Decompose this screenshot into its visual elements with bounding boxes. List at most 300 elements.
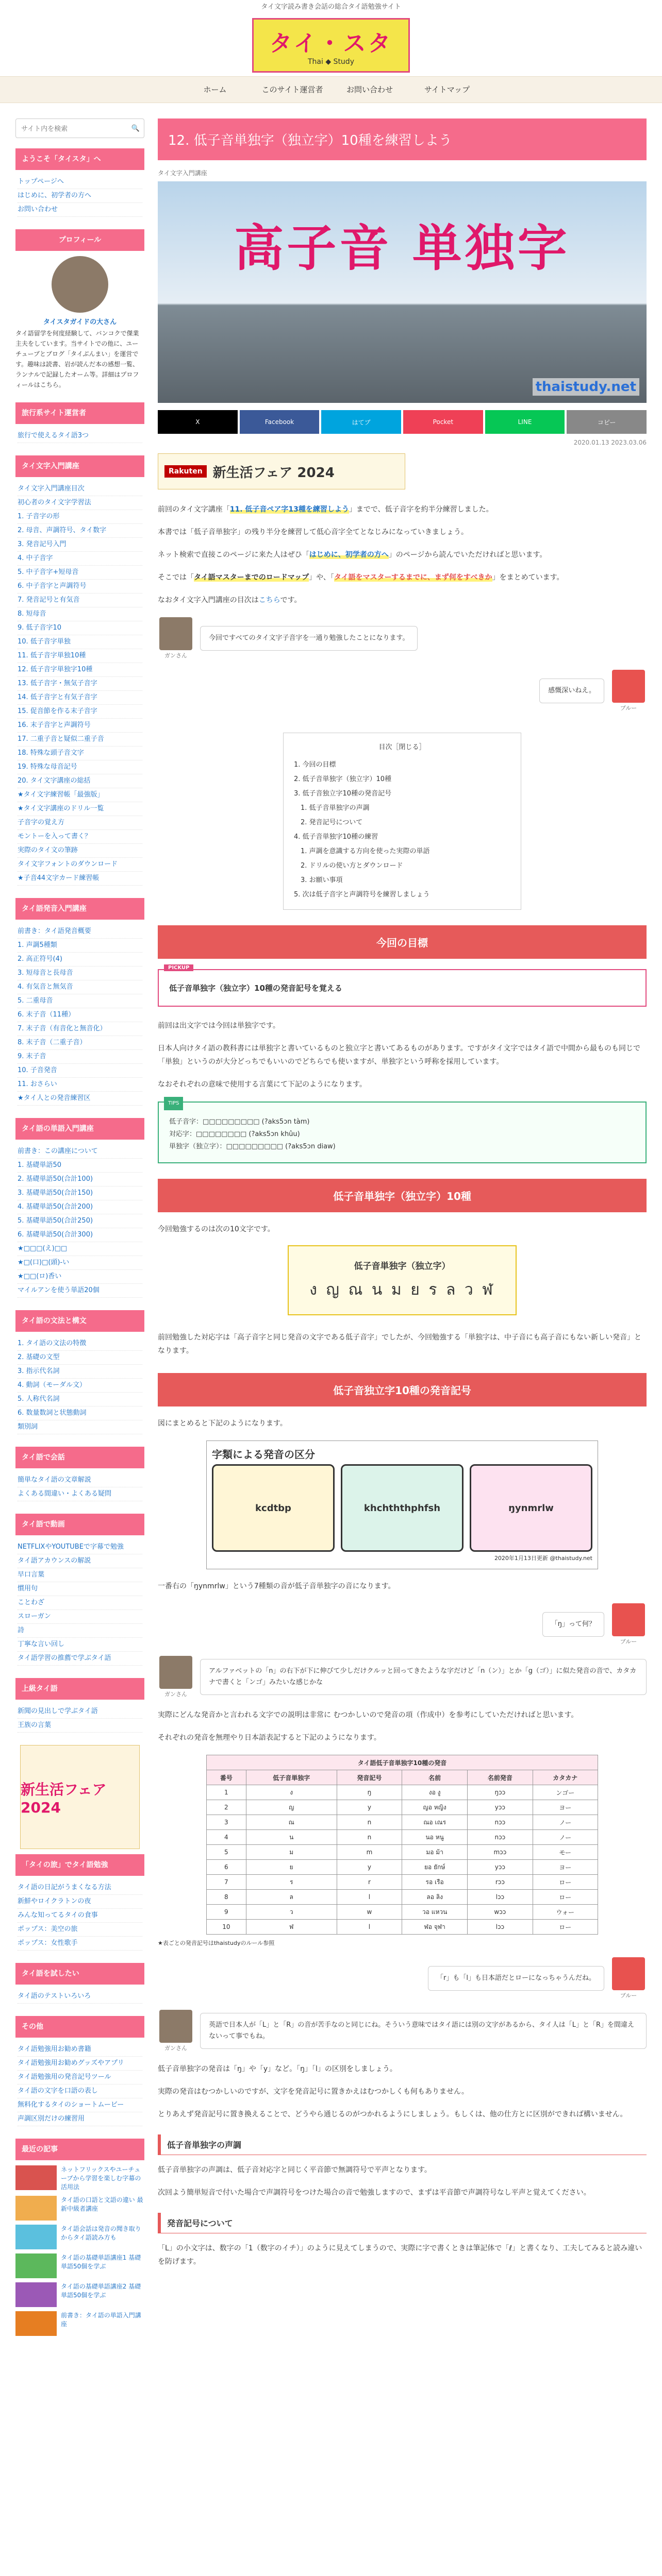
sidebar-item-link[interactable]: 3. 発音記号入門 xyxy=(18,540,67,548)
widget-title: プロフィール xyxy=(15,229,144,251)
table-cell: ノー xyxy=(533,1830,598,1845)
share-button[interactable]: Facebook xyxy=(240,410,320,434)
pickup-box: PICKUP 低子音単独字（独立字）10種の発音記号を覚える xyxy=(158,969,647,1007)
chat-bubble: ガンさん 英語で日本人が「L」と「R」の音が苦手なのと同じにね。そういう意味ではタイ語には別の文字があるから、タイ人は「L」と「R」を間違えないって事でもね。 xyxy=(158,2010,647,2052)
table-cell: รอ เรือ xyxy=(402,1875,468,1890)
paragraph: なおそれぞれの意味で使用する言葉にて下記のようになります。 xyxy=(158,1080,367,1089)
chat-text: 英語で日本人が「L」と「R」の音が苦手なのと同じにね。そういう意味ではタイ語には別の文字があるから、タイ人は「L」と「R」を間違えないって事でもね。 xyxy=(200,2013,647,2049)
sidebar-item-link[interactable]: 前書き：タイ語発音概要 xyxy=(18,927,91,935)
sidebar-item-link[interactable]: 20. タイ文字講座の総括 xyxy=(18,777,91,785)
sidebar-item xyxy=(18,1145,142,1159)
table-cell: ลอ ลิง xyxy=(402,1890,468,1905)
popular-link[interactable]: 旅行で使えるタイ語3つ xyxy=(18,432,89,439)
sidebar-item-link[interactable]: ★□□(ロ)香い xyxy=(18,1273,62,1280)
table-cell: 8 xyxy=(207,1890,246,1905)
sidebar-item xyxy=(18,872,142,886)
sidebar-item-link[interactable]: ポップス：美空の旅 xyxy=(18,1925,78,1933)
table-cell: ロー xyxy=(533,1920,598,1935)
sidebar-item-link[interactable]: タイ語勉強用お勧めグッズやアプリ xyxy=(18,2059,124,2067)
toc-item[interactable]: 3. 低子音独立字10種の発音記号 xyxy=(294,790,392,798)
breadcrumb[interactable]: タイ文字入門講座 xyxy=(158,170,207,177)
sidebar-item xyxy=(18,2084,142,2098)
table-cell: ม xyxy=(246,1845,337,1860)
table-cell: งอ งู xyxy=(402,1785,468,1800)
nav-operator[interactable]: このサイト運営者 xyxy=(261,85,323,94)
subsection-heading: 低子音単独字の声調 xyxy=(158,2134,647,2155)
sidebar-item-link[interactable]: 4. 有気音と無気音 xyxy=(18,983,73,991)
hero-watermark: thaistudy.net xyxy=(533,378,639,396)
sidebar-item-link[interactable]: 8. 末子音（二重子音） xyxy=(18,1039,87,1046)
sidebar-item-link[interactable]: 初心者のタイ文字学習法 xyxy=(18,499,91,506)
beginners-link[interactable]: はじめに、初学者の方へ xyxy=(309,551,389,559)
toc-item[interactable]: 2. 発音記号について xyxy=(294,819,363,826)
sidebar-item-link[interactable]: よくある間違い・よくある疑問 xyxy=(18,1490,112,1498)
chat-bubble: ガンさん 今回ですべてのタイ文字子音字を一通り勉強したことになります。 xyxy=(158,617,647,659)
nav-home[interactable]: ホーム xyxy=(203,85,227,94)
tips-tag: TIPS xyxy=(164,1097,183,1110)
profile-name[interactable]: タイスタガイドの大さん xyxy=(43,318,117,326)
toc-item[interactable]: 1. 低子音単独字の声調 xyxy=(294,804,370,812)
diagram-col-low: ŋynmrlw xyxy=(470,1464,592,1552)
search-icon[interactable]: 🔍 xyxy=(131,124,140,132)
sidebar-item-link[interactable]: 5. 人称代名詞 xyxy=(18,1395,60,1403)
sidebar-item-link[interactable]: 類別詞 xyxy=(18,1423,38,1431)
sidebar-item xyxy=(18,538,142,552)
sidebar-item-link[interactable]: 11. おさらい xyxy=(18,1080,57,1088)
table-row xyxy=(207,1815,598,1830)
sidebar-item xyxy=(18,510,142,524)
sidebar-item-link[interactable]: 3. 指示代名詞 xyxy=(18,1367,60,1375)
widget-title: ようこそ「タイスタ」へ xyxy=(15,148,144,170)
site-logo[interactable] xyxy=(252,18,410,73)
sidebar-item xyxy=(18,1624,142,1638)
sidebar-item-link[interactable]: 実際のタイ文の筆跡 xyxy=(18,846,78,854)
table-cell: yɔɔ xyxy=(468,1800,533,1815)
site-tagline: タイ文字読み書き会話の総合タイ語勉強サイト xyxy=(261,3,401,11)
sidebar-item-link[interactable]: 2. 高正符号(4) xyxy=(18,955,62,963)
sidebar-item-link[interactable]: 7. 発音記号と有気音 xyxy=(18,596,80,604)
sidebar-item-link[interactable]: 9. 低子音字10 xyxy=(18,624,62,632)
widget-grammar xyxy=(15,1310,144,1434)
table-row xyxy=(207,1890,598,1905)
share-button[interactable]: LINE xyxy=(485,410,565,434)
sidebar-item xyxy=(18,691,142,705)
paragraph: それぞれの発音を無理やり日本語表記すると下記のようになります。 xyxy=(158,1734,381,1742)
table-cell: นอ หนู xyxy=(402,1830,468,1845)
table-row xyxy=(207,1800,598,1815)
sidebar-item-link[interactable]: 6. 数量数詞と状態動詞 xyxy=(18,1409,87,1417)
page-title: 12. 低子音単独字（独立字）10種を練習しよう xyxy=(158,118,647,160)
widget-title: タイ文字入門講座 xyxy=(15,455,144,477)
sidebar-item xyxy=(18,1487,142,1501)
sidebar-item xyxy=(18,203,142,217)
paragraph: 低子音単独字の発音は「ŋ」や「y」など。「ŋ」「l」の区別をしましょう。 xyxy=(158,2065,397,2073)
sidebar-item-link[interactable]: 17. 二重子音と疑似二重子音 xyxy=(18,735,104,743)
sidebar-item xyxy=(18,719,142,733)
toc-title[interactable]: 目次［閉じる］ xyxy=(378,743,426,751)
sidebar-item-link[interactable]: 7. 末子音（有音化と無音化） xyxy=(18,1025,107,1032)
rakuten-side-text: 新生活フェア 2024 xyxy=(21,1781,107,1816)
sidebar-item-link[interactable]: 6. 基礎単語50(合計300) xyxy=(18,1231,93,1239)
sidebar-item-link[interactable]: 9. 末子音 xyxy=(18,1053,46,1060)
widget-title: タイ語の単語入門講座 xyxy=(15,1118,144,1140)
sidebar-item-link[interactable]: ★□(口)□(頭)-い xyxy=(18,1259,70,1266)
toc-item[interactable]: 1. 今回の目標 xyxy=(294,761,336,769)
sidebar-item xyxy=(18,1228,142,1242)
sidebar-item-link[interactable]: タイ語勉強用の発音記号ツール xyxy=(18,2073,111,2081)
table-cell: มอ ม้า xyxy=(402,1845,468,1860)
table-cell: ヨー xyxy=(533,1800,598,1815)
widget-welcome xyxy=(15,148,144,217)
table-cell: m xyxy=(337,1845,402,1860)
sidebar-item-link[interactable]: 18. 特殊な頭子音文字 xyxy=(18,749,84,757)
latest-post-title[interactable]: タイ語の基礎単語講座2 基礎単語50個を学ぶ xyxy=(61,2283,141,2299)
table-cell: ญอ หญิง xyxy=(402,1800,468,1815)
sidebar-item-link[interactable]: タイ語の日記がうまくなる方法 xyxy=(18,1884,111,1891)
table-cell: n xyxy=(337,1815,402,1830)
sidebar-item xyxy=(18,1568,142,1582)
sidebar-item-link[interactable]: 4. 中子音字 xyxy=(18,554,53,562)
widget-title: タイ語で動画 xyxy=(15,1514,144,1535)
sidebar-item xyxy=(18,677,142,691)
table-cell: 3 xyxy=(207,1815,246,1830)
sidebar-item xyxy=(18,1909,142,1923)
sidebar-item xyxy=(18,2112,142,2126)
table-cell: 10 xyxy=(207,1920,246,1935)
table-cell: ย xyxy=(246,1860,337,1875)
sidebar-item xyxy=(18,1420,142,1434)
sidebar-item xyxy=(18,1173,142,1187)
sidebar-item-link[interactable]: 早口言葉 xyxy=(18,1571,45,1579)
sidebar-item-link[interactable]: タイ語のテストいろいろ xyxy=(18,1992,91,2000)
table-cell: nɔɔ xyxy=(468,1830,533,1845)
sidebar-item-link[interactable]: はじめに、初学者の方へ xyxy=(18,192,92,199)
rakuten-banner[interactable] xyxy=(158,453,405,489)
sidebar-item-link[interactable]: 1. 基礎単語50 xyxy=(18,1161,62,1169)
table-cell: 5 xyxy=(207,1845,246,1860)
toc-item[interactable]: 5. 次は低子音字と声調符号を練習しましょう xyxy=(294,891,430,899)
chat-text: 感慨深いねえ。 xyxy=(539,679,604,703)
sidebar-item-link[interactable]: 10. 低子音字単独 xyxy=(18,638,71,646)
sidebar-item-link[interactable]: ことわざ xyxy=(18,1599,45,1606)
sidebar-item xyxy=(18,994,142,1008)
sidebar-item xyxy=(18,1406,142,1420)
table-row xyxy=(207,1860,598,1875)
sidebar-item xyxy=(18,2043,142,2057)
toc-link[interactable]: こちら xyxy=(258,596,280,604)
diagram-title: 字類による発音の区分 xyxy=(212,1448,315,1461)
sidebar-item-link[interactable]: 10. 子音発音 xyxy=(18,1066,57,1074)
sidebar-item-link[interactable]: 2. 母音、声調符号、タイ数字 xyxy=(18,527,107,534)
sidebar-item-link[interactable]: 前書き：この講座について xyxy=(18,1147,98,1155)
sidebar-item-link[interactable]: 慣用句 xyxy=(18,1585,38,1592)
latest-post-title[interactable]: タイ語の口語と文語の違い 最新中級者講座 xyxy=(61,2196,143,2212)
banner-text: 新生活フェア 2024 xyxy=(212,465,335,481)
share-button[interactable]: X xyxy=(158,410,238,434)
sidebar-item-link[interactable]: 詩 xyxy=(18,1626,25,1634)
sidebar-item xyxy=(18,566,142,580)
section-heading: 低子音独立字10種の発音記号 xyxy=(158,1373,647,1406)
toc-item[interactable]: 2. ドリルの使い方とダウンロード xyxy=(294,862,403,870)
widget-recommend xyxy=(15,1854,144,1951)
hero-text: 高子音 単独字 xyxy=(234,219,570,277)
widget-title: 上級タイ語 xyxy=(15,1678,144,1700)
toc-item[interactable]: 3. お願い事項 xyxy=(294,876,343,884)
sidebar-item xyxy=(18,1705,142,1719)
sidebar-item-link[interactable]: 3. 短母音と長母音 xyxy=(18,969,73,977)
chat-bubble: ガンさん アルファベットの「n」の右下が下に伸びて少しだけクルッと回ってきたような字だけど「n（ン）」とか「g（ゴ）」に似た発音の音で、カタカナで書くと「ンゴ」みたいな感じかな xyxy=(158,1656,647,1698)
chat-bubble: ブルー 「r」も「l」も日本語だとローになっちゃうんだね。 xyxy=(158,1957,647,1999)
widget-title: その他 xyxy=(15,2016,144,2038)
sidebar-item-link[interactable]: 新聞の見出しで学ぶタイ語 xyxy=(18,1707,98,1715)
table-cell: ロー xyxy=(533,1890,598,1905)
latest-post[interactable] xyxy=(15,2225,144,2249)
sidebar-item xyxy=(18,980,142,994)
sidebar-item xyxy=(18,1092,142,1106)
latest-post-title[interactable]: タイ語の基礎単語講座1 基礎単語50個を学ぶ xyxy=(61,2254,141,2270)
search-box xyxy=(15,118,144,138)
sidebar-item xyxy=(18,1990,142,2004)
sidebar-item xyxy=(18,760,142,774)
sidebar-item-link[interactable]: 12. 低子音字単独字10種 xyxy=(18,666,93,673)
sidebar-item xyxy=(18,1050,142,1064)
post-thumbnail xyxy=(15,2165,57,2190)
table-cell: 2 xyxy=(207,1800,246,1815)
sidebar-item xyxy=(18,953,142,967)
table-cell: rɔɔ xyxy=(468,1875,533,1890)
sidebar-item xyxy=(18,1159,142,1173)
table-cell: lɔɔ xyxy=(468,1920,533,1935)
sidebar-item-link[interactable]: ★タイ人との発音練習区 xyxy=(18,1094,91,1102)
rakuten-logo: Rakuten xyxy=(164,465,207,478)
sidebar-item xyxy=(18,663,142,677)
sidebar-item-link[interactable]: 6. 中子音字と声調符号 xyxy=(18,582,87,590)
sidebar-item xyxy=(18,552,142,566)
sidebar-item xyxy=(18,1582,142,1596)
sidebar-item xyxy=(18,635,142,649)
widget-others xyxy=(15,2016,144,2126)
avatar xyxy=(612,1603,645,1636)
sidebar-item xyxy=(18,1540,142,1554)
sidebar-item-link[interactable]: 8. 短母音 xyxy=(18,610,46,618)
sidebar-item xyxy=(18,1284,142,1298)
widget-title: タイ語発音入門講座 xyxy=(15,898,144,920)
sidebar-item-link[interactable]: 無料化するタイのショートムービー xyxy=(18,2101,124,2109)
avatar xyxy=(159,1656,192,1689)
toc-item[interactable]: 1. 声調を意識する方向を使った実際の単語 xyxy=(294,848,430,855)
toc-item[interactable]: 2. 低子音単独字（独立字）10種 xyxy=(294,775,392,783)
table-cell: 6 xyxy=(207,1860,246,1875)
sidebar-item-link[interactable]: 13. 低子音字・無気子音字 xyxy=(18,680,97,687)
latest-post-title[interactable]: ネットフリックスやユーチューブから学習を楽しむ字幕の活用法 xyxy=(61,2166,141,2191)
sidebar-item-link[interactable]: 1. 声調5種類 xyxy=(18,941,57,949)
table-cell: l xyxy=(337,1920,402,1935)
table-cell: lɔɔ xyxy=(468,1890,533,1905)
sidebar-item-link[interactable]: 14. 低子音字と有気子音字 xyxy=(18,693,97,701)
sidebar-item-link[interactable]: 2. 基礎単語50(合計100) xyxy=(18,1175,93,1183)
sidebar-item xyxy=(18,1187,142,1200)
pickup-tag: PICKUP xyxy=(164,964,193,971)
sidebar-item xyxy=(18,830,142,844)
table-cell: nɔɔ xyxy=(468,1815,533,1830)
sidebar-item-link[interactable]: 丁寧な言い回し xyxy=(18,1640,65,1648)
sidebar-item-link[interactable]: 2. 基礎の文型 xyxy=(18,1353,60,1361)
paragraph: 「L」の小文字は、数字の「1（数字のイチ）」のように見えてしまうので、実際に字で書くときは筆記体で「ℓ」と書くなり、工夫してみると読み違いを防げます。 xyxy=(158,2244,642,2266)
table-cell: モー xyxy=(533,1845,598,1860)
latest-post[interactable] xyxy=(15,2165,144,2192)
sidebar-item xyxy=(18,816,142,830)
table-cell: ณอ เณร xyxy=(402,1815,468,1830)
table-cell: ร xyxy=(246,1875,337,1890)
table-row xyxy=(207,1845,598,1860)
table-cell: ญ xyxy=(246,1800,337,1815)
diagram-col-middle: kcdtbp xyxy=(212,1464,335,1552)
table-cell: l xyxy=(337,1890,402,1905)
avatar xyxy=(52,256,108,313)
table-header-cell: 低子音単独字 xyxy=(246,1770,337,1785)
sidebar-item-link[interactable]: 4. 動詞（モーダル文） xyxy=(18,1381,87,1389)
sidebar-item xyxy=(18,2098,142,2112)
widget-pron xyxy=(15,898,144,1106)
table-row xyxy=(207,1920,598,1935)
post-thumbnail xyxy=(15,2225,57,2249)
latest-post-title[interactable]: 前書き：タイ語の単語入門講座 xyxy=(61,2312,141,2328)
sidebar-item-link[interactable]: スローガン xyxy=(18,1613,51,1620)
chat-bubble: ブルー 「ŋ」って何？ xyxy=(158,1603,647,1646)
rakuten-side-banner[interactable] xyxy=(20,1745,140,1849)
sidebar-item xyxy=(18,858,142,872)
widget-profile xyxy=(15,229,144,390)
sidebar-item xyxy=(18,1242,142,1256)
post-thumbnail xyxy=(15,2311,57,2336)
chat-bubble: ブルー 感慨深いねえ。 xyxy=(158,670,647,712)
sidebar-item-link[interactable]: 4. 基礎単語50(合計200) xyxy=(18,1203,93,1211)
sidebar-item xyxy=(18,1214,142,1228)
sidebar-item-link[interactable]: タイ語学習の推薦で学ぶタイ語 xyxy=(18,1654,111,1662)
share-button[interactable]: はてブ xyxy=(321,410,401,434)
subsection-heading: 発音記号について xyxy=(158,2213,647,2233)
share-button[interactable]: Pocket xyxy=(403,410,483,434)
sidebar-item-link[interactable]: 16. 末子音字と声調符号 xyxy=(18,721,91,729)
sidebar-item xyxy=(18,2071,142,2084)
sidebar-item-link[interactable]: NETFLIXやYOUTUBEで字幕で勉強 xyxy=(18,1543,124,1551)
sidebar-item-link[interactable]: みんな知ってるタイの食事 xyxy=(18,1911,98,1919)
sidebar-item-link[interactable]: ポップス：女性歌手 xyxy=(18,1939,78,1947)
sidebar-item-link[interactable]: タイ語アカウンスの解説 xyxy=(18,1557,91,1565)
avatar xyxy=(612,1957,645,1990)
sidebar-item-link[interactable]: 5. 二重母音 xyxy=(18,997,53,1005)
sidebar-item-link[interactable]: タイ語勉強用お勧め書籍 xyxy=(18,2045,91,2053)
sidebar-item-link[interactable]: 声調区別だけの練習用 xyxy=(18,2115,85,2123)
table-cell: ŋɔɔ xyxy=(468,1785,533,1800)
post-thumbnail xyxy=(15,2282,57,2307)
latest-post-title[interactable]: タイ語会話は発音の聞き取りからタイ語読み方も xyxy=(61,2225,141,2241)
sidebar-item-link[interactable]: マイルアンを使う単語20個 xyxy=(18,1286,100,1294)
sidebar-item xyxy=(18,1895,142,1909)
sidebar-item xyxy=(18,649,142,663)
table-header-cell: 名前 xyxy=(402,1770,468,1785)
toc-item[interactable]: 4. 低子音単独字10種の練習 xyxy=(294,833,378,841)
sidebar-item-link[interactable]: 新鮮やロイクラトンの夜 xyxy=(18,1897,91,1905)
widget-vocab xyxy=(15,1118,144,1298)
sidebar-item-link[interactable]: トップページへ xyxy=(18,178,64,185)
table-cell: 7 xyxy=(207,1875,246,1890)
profile-text: タイ語留学を何度経験して、バンコクで傑業主夫をしています。当サイトでの他に、ユーチューブとブログ「タイぶんまい」を運営です。趣味は読書、岩が読んだ本の感想一覧、ランナルで記録したオーム等。詳細はプロフィールはこちら。 xyxy=(15,330,139,388)
sidebar-item-link[interactable]: モントーを入って書く？ xyxy=(18,833,92,840)
sidebar-item-link[interactable]: 王族の言葉 xyxy=(18,1721,52,1729)
table-cell: ฬอ จุฬา xyxy=(402,1920,468,1935)
latest-post[interactable] xyxy=(15,2253,144,2278)
sidebar-item xyxy=(18,1351,142,1365)
nav-sitemap[interactable]: サイトマップ xyxy=(424,85,470,94)
sidebar-item-link[interactable]: 5. 中子音字+短母音 xyxy=(18,568,79,576)
latest-post[interactable] xyxy=(15,2196,144,2221)
sidebar-item xyxy=(18,733,142,747)
sidebar-item xyxy=(18,1379,142,1393)
table-cell: n xyxy=(337,1830,402,1845)
sidebar-item xyxy=(18,175,142,189)
latest-post[interactable] xyxy=(15,2282,144,2307)
paragraph: 図にまとめると下記のようになります。 xyxy=(158,1419,287,1428)
table-title: タイ語低子音単独字10種の発音 xyxy=(207,1755,598,1770)
table-cell: wɔɔ xyxy=(468,1905,533,1920)
intro-paragraph: ネット検索で直接このページに来た人はぜひ「はじめに、初学者の方へ」のページから読んでいただければと思います。 xyxy=(158,551,547,559)
prev-lesson-link[interactable]: 11. 低子音ペア字13種を練習しよう xyxy=(229,505,349,514)
paragraph: 前回勉強した対応字は「高子音字と同じ発音の文字である低子音字」でしたが、今回勉強する「単独字は、中子音にも高子音にもない新しい発音」となります。 xyxy=(158,1333,641,1355)
search-input[interactable] xyxy=(20,124,131,133)
sidebar-item-link[interactable]: ★□□□(え)□□ xyxy=(18,1245,68,1252)
sidebar-item-link[interactable]: 19. 特殊な母音記号 xyxy=(18,763,77,771)
sidebar-item xyxy=(18,1638,142,1652)
latest-post[interactable] xyxy=(15,2311,144,2336)
table-cell: 9 xyxy=(207,1905,246,1920)
sidebar-item-link[interactable]: ★タイ文字練習帳「最強版」 xyxy=(18,791,104,799)
paragraph: 実際にどんな発音かと言われる文字での説明は非常に むつかしいので発音の項（作成中）を参考にしていただければと思います。 xyxy=(158,1711,578,1719)
sidebar-item-link[interactable]: 5. 基礎単語50(合計250) xyxy=(18,1217,93,1225)
widget-video xyxy=(15,1514,144,1666)
widget-title: タイ語で会話 xyxy=(15,1447,144,1468)
sidebar-item-link[interactable]: 1. タイ語の文法の特徴 xyxy=(18,1340,87,1347)
widget-latest xyxy=(15,2139,144,2336)
widget-popular xyxy=(15,402,144,443)
sidebar-item-link[interactable]: ★子音44文字カード練習帳 xyxy=(18,874,100,882)
paragraph: 日本人向けタイ語の教科書には単独字と書いているものと独立字と書いてあるものがあります。ですがタイ文字ではタイ語で中間から最ものも同じで「単独」というのが大分どっちでもいいのでどちらでも使いますが、単独字という呼称を採用しています。 xyxy=(158,1044,641,1066)
table-cell: ล xyxy=(246,1890,337,1905)
widget-test xyxy=(15,1963,144,2004)
consonant-table xyxy=(206,1755,598,1935)
widget-title: 旅行系サイト運営者 xyxy=(15,402,144,424)
table-cell: ロー xyxy=(533,1875,598,1890)
sidebar-item-link[interactable]: 簡単なタイ語の文章解説 xyxy=(18,1476,91,1484)
sidebar-item-link[interactable]: 11. 低子音字単独10種 xyxy=(18,652,86,659)
sidebar-item-link[interactable]: 1. 子音字の形 xyxy=(18,513,60,520)
sidebar-item-link[interactable]: タイ語の文字を口語の表し xyxy=(18,2087,98,2095)
share-button[interactable]: コピー xyxy=(567,410,647,434)
sidebar-item xyxy=(18,482,142,496)
sidebar-item xyxy=(18,1036,142,1050)
nav-contact[interactable]: お問い合わせ xyxy=(346,85,393,94)
sidebar-item-link[interactable]: ★タイ文字講座のドリル一覧 xyxy=(18,805,104,812)
share-buttons xyxy=(158,410,647,434)
sidebar-item-link[interactable]: お問い合わせ xyxy=(18,206,58,213)
sidebar-item-link[interactable]: 3. 基礎単語50(合計150) xyxy=(18,1189,93,1197)
sidebar-item-link[interactable]: 子音字の覚え方 xyxy=(18,819,65,826)
sidebar-item-link[interactable]: 6. 末子音（11種） xyxy=(18,1011,75,1019)
sidebar-item-link[interactable]: 15. 促音節を作る末子音字 xyxy=(18,707,97,715)
sidebar-item-link[interactable]: タイ文字入門講座目次 xyxy=(18,485,85,493)
sidebar-item-link[interactable]: タイ文字フォントのダウンロード xyxy=(18,860,118,868)
sidebar-item xyxy=(18,705,142,719)
